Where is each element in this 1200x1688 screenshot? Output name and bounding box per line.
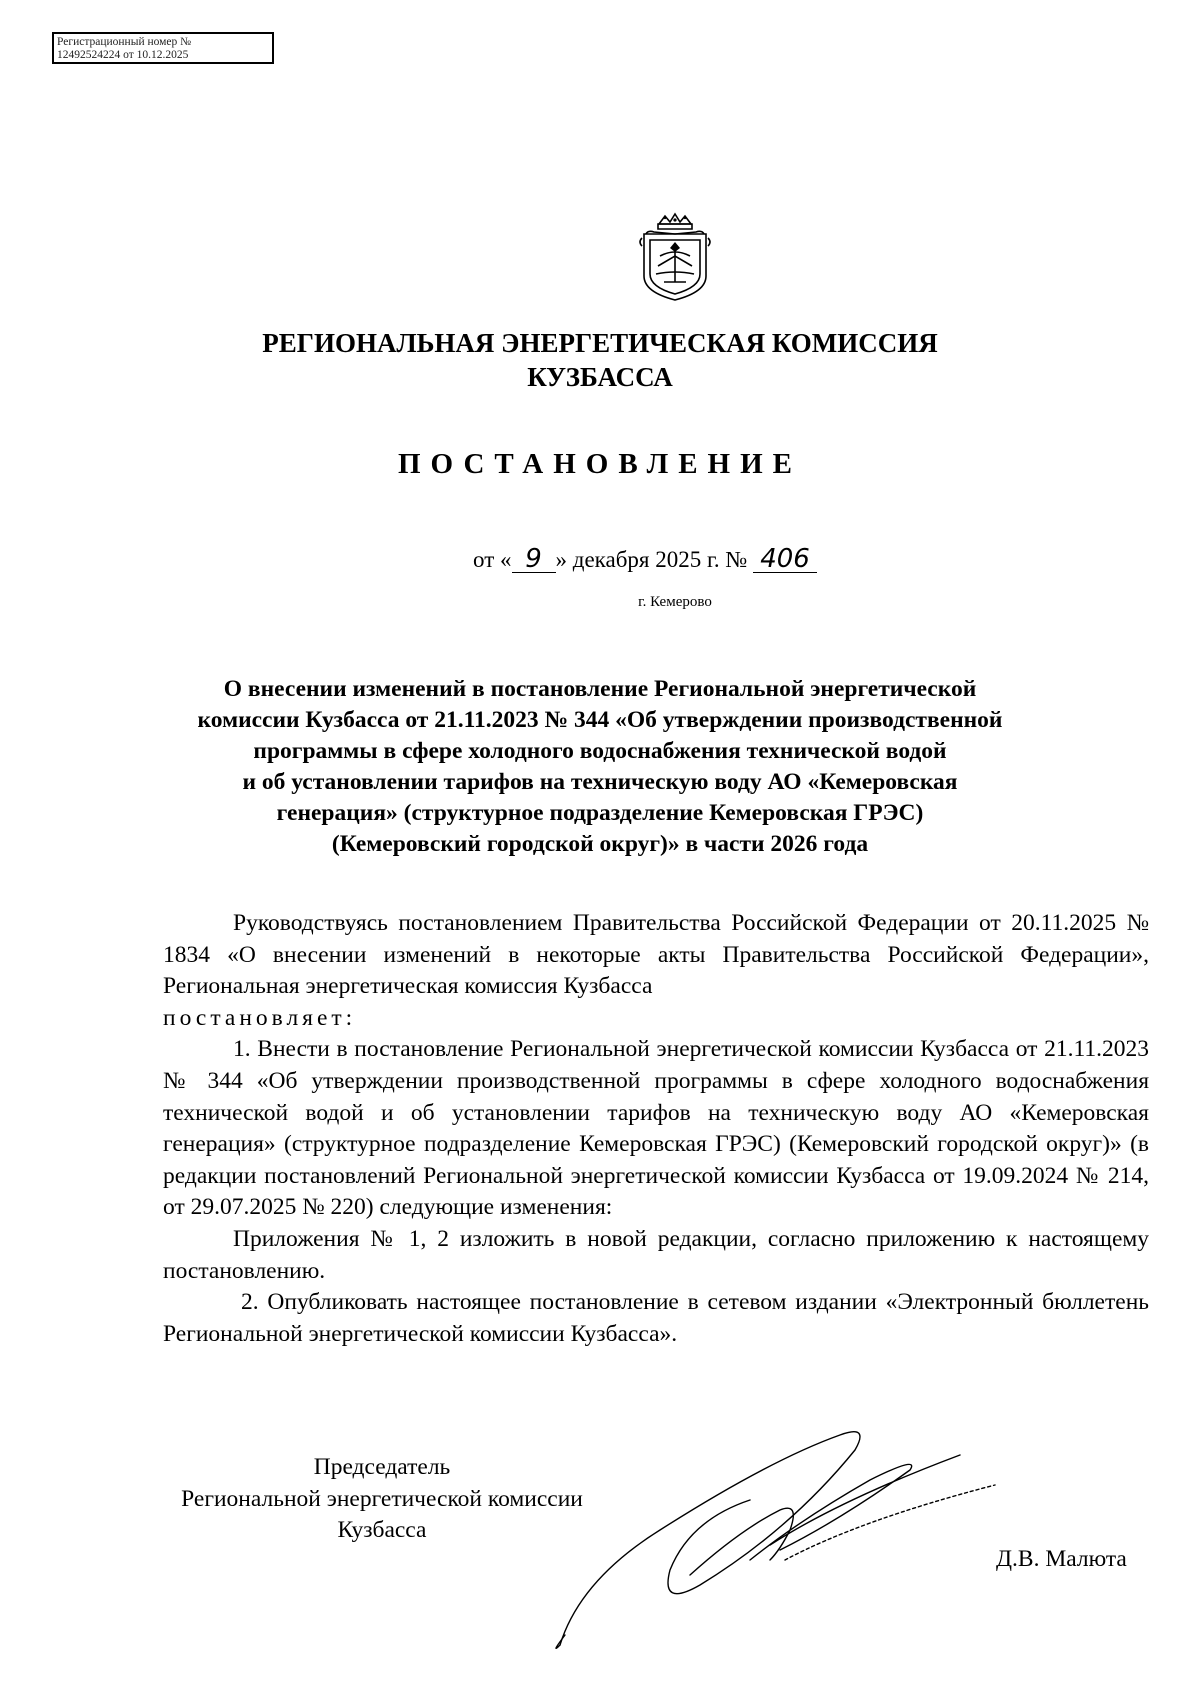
item-1-detail-paragraph: Приложения № 1, 2 изложить в новой редакции, согласно приложению к настоящему постановлению. bbox=[163, 1225, 1149, 1284]
position-line: Кузбасса bbox=[337, 1517, 427, 1544]
subject-line: генерация» (структурное подразделение Кемеровская ГРЭС) bbox=[276, 800, 924, 826]
subject-line: О внесении изменений в постановление Региональной энергетической bbox=[223, 676, 977, 702]
date-middle: » декабря 2025 г. № bbox=[555, 547, 748, 572]
position-line: Председатель bbox=[313, 1454, 451, 1480]
city-label: г. Кемерово bbox=[638, 594, 712, 610]
preamble-paragraph: Руководствуясь постановлением Правительства Российской Федерации от 20.11.2025 № 1834 «О внесении изменений в некоторые акты Правительства Российской Федерации», Региональная энергетическая комиссия Кузбасса bbox=[163, 910, 1149, 1000]
organization-title bbox=[0, 326, 1200, 394]
signer-name: Д.В. Малюта bbox=[996, 1546, 1127, 1572]
resolves-word: постановляет: bbox=[163, 1004, 357, 1031]
handwritten-document-number: 406 bbox=[753, 546, 817, 573]
item-2-paragraph: 2. Опубликовать настоящее постановление в сетевом издании «Электронный бюллетень Региональной энергетической комиссии Кузбасса». bbox=[163, 1289, 1149, 1347]
registration-stamp bbox=[52, 32, 274, 64]
document-subject bbox=[0, 674, 1200, 860]
document-body bbox=[163, 908, 1149, 1350]
registration-stamp-line2: 12492524224 от 10.12.2025 bbox=[57, 49, 189, 61]
position-line: Региональной энергетической комиссии bbox=[181, 1485, 583, 1512]
handwritten-signature-icon bbox=[540, 1410, 1000, 1660]
subject-line: комиссии Кузбасса от 21.11.2023 № 344 «Об утверждении производственной bbox=[197, 707, 1003, 733]
registration-stamp-line1: Регистрационный номер № bbox=[57, 36, 192, 48]
handwritten-day: 9 bbox=[512, 546, 556, 573]
item-1-paragraph: 1. Внести в постановление Региональной энергетической комиссии Кузбасса от 21.11.2023 № 344 «Об утверждении производственной программы в сфере холодного водоснабжения технической водой и об установлении тарифов на техническую воду АО «Кемеровская генерация» (структурное подразделение Кемеровская ГРЭС) (Кемеровский городской округ)» (в редакции постановлений Региональной энергетической комиссии Кузбасса от 19.09.2024 № 214, от 29.07.2025 № 220) следующие изменения: bbox=[163, 1036, 1149, 1221]
organization-title-line2: КУЗБАССА bbox=[527, 362, 673, 392]
date-prefix: от « bbox=[473, 547, 512, 572]
subject-line: (Кемеровский городской округ)» в части 2026 года bbox=[331, 831, 869, 857]
organization-title-line1: РЕГИОНАЛЬНАЯ ЭНЕРГЕТИЧЕСКАЯ КОМИССИЯ bbox=[262, 328, 938, 358]
subject-line: и об установлении тарифов на техническую воду АО «Кемеровская bbox=[242, 769, 958, 795]
subject-line: программы в сфере холодного водоснабжения технической водой bbox=[253, 738, 947, 764]
document-type-heading: ПОСТАНОВЛЕНИЕ bbox=[397, 448, 802, 480]
date-number-line bbox=[473, 546, 817, 573]
kuzbass-coat-of-arms-icon bbox=[634, 212, 716, 304]
